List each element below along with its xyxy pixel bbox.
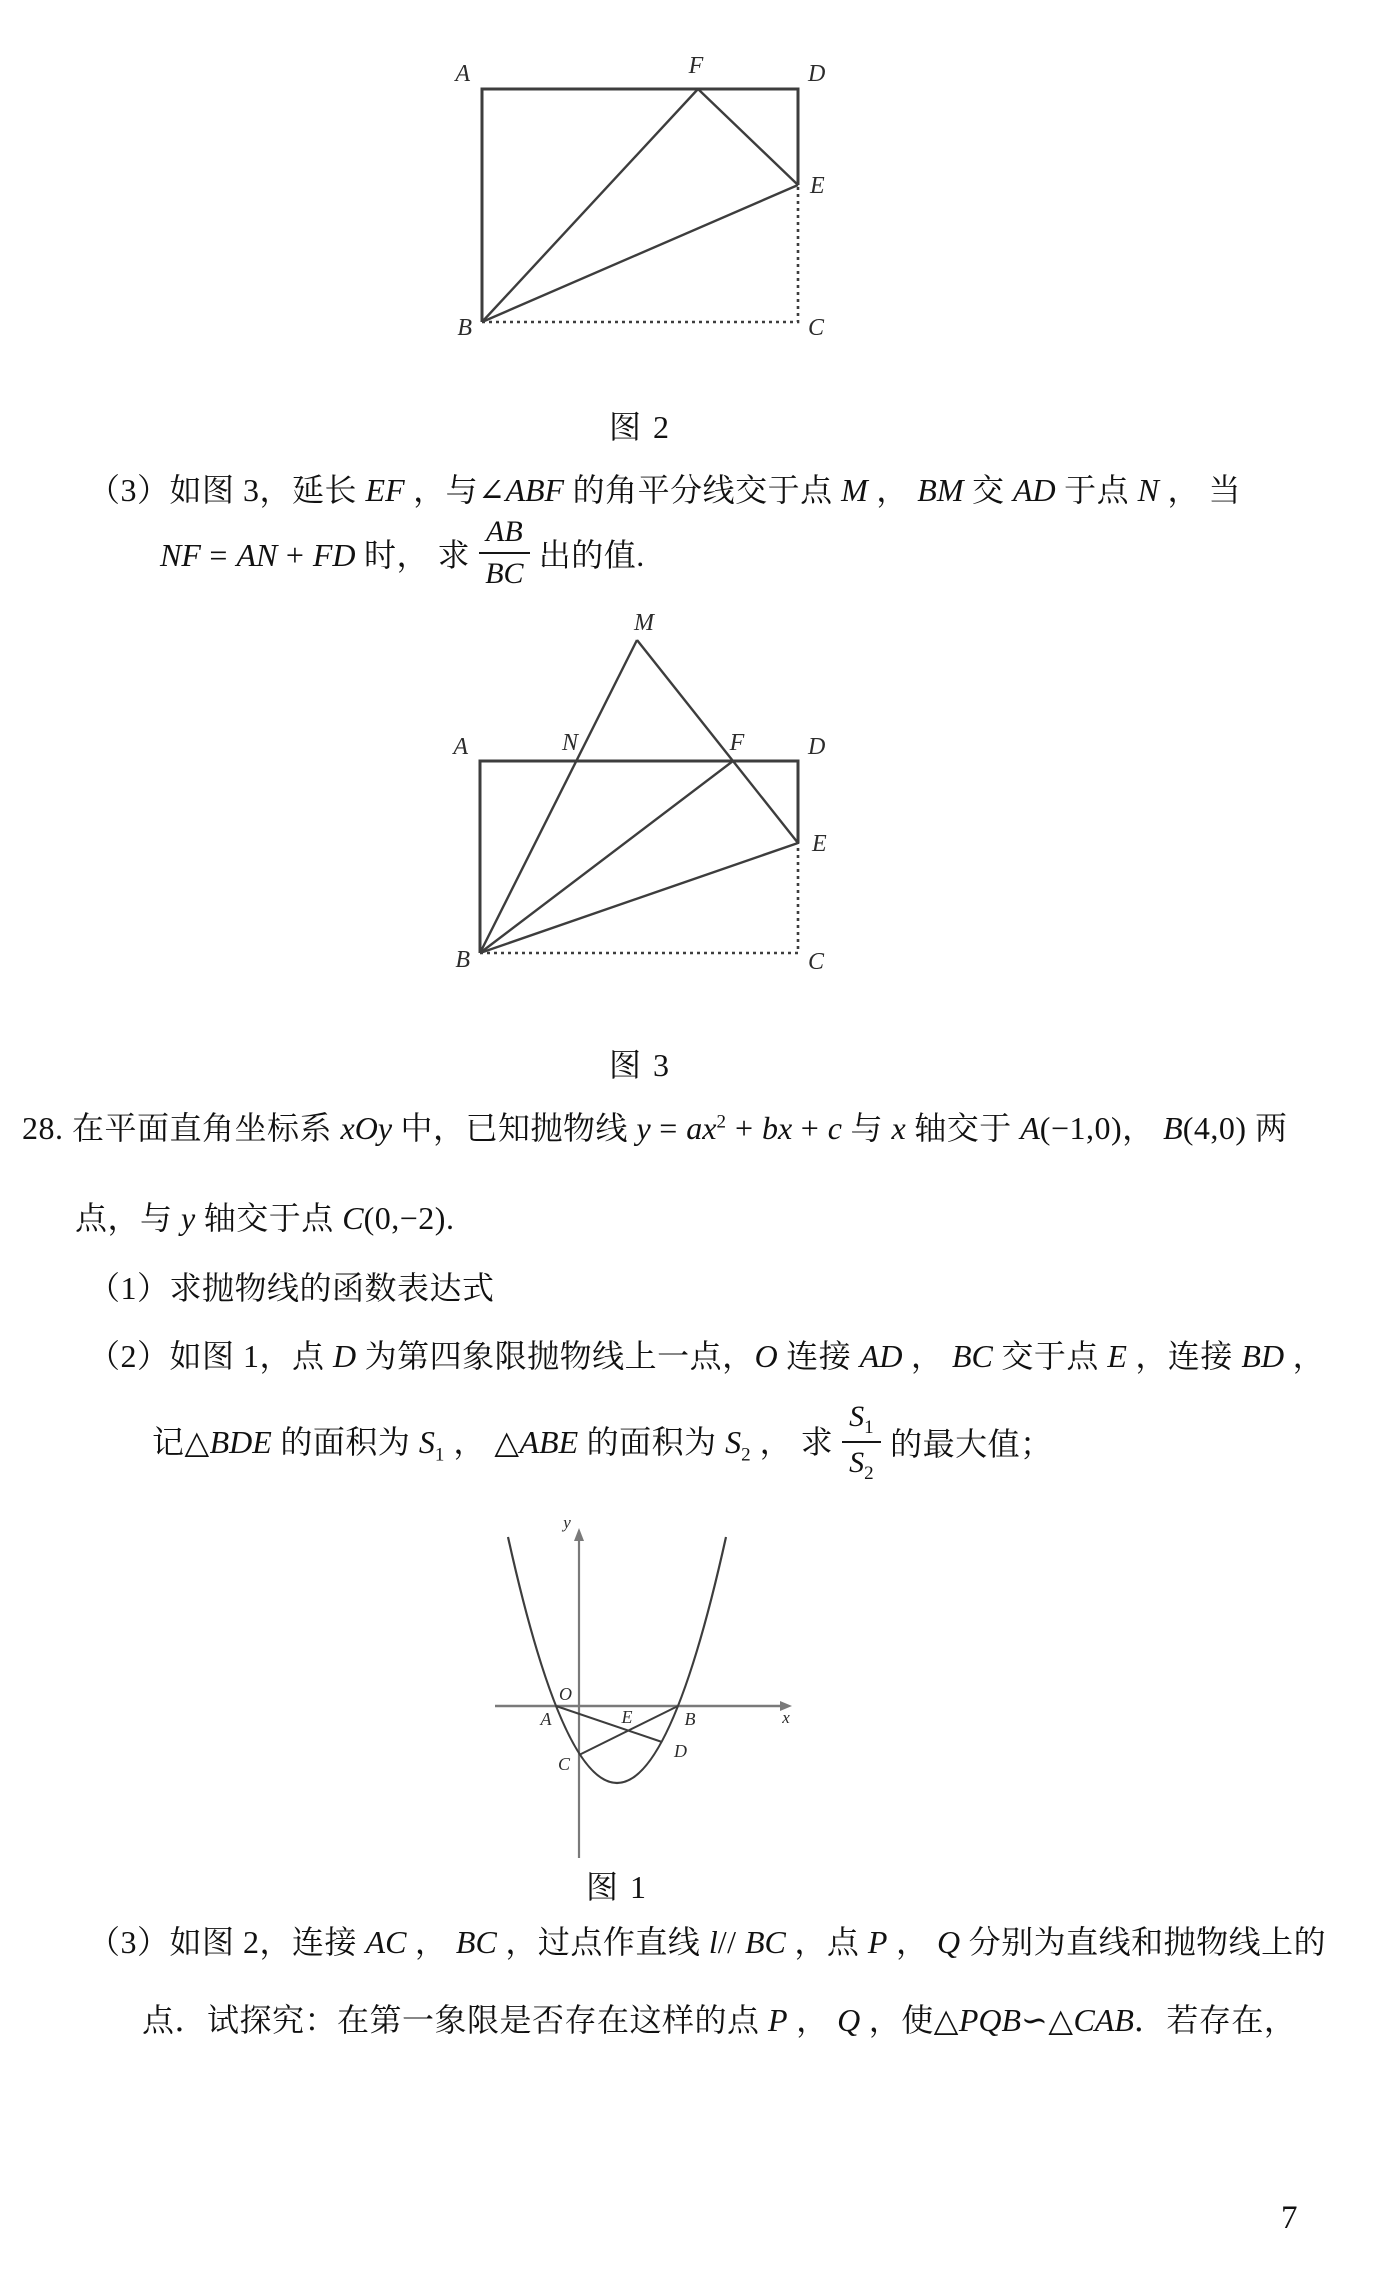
fig1-y-axis-arrow bbox=[574, 1528, 584, 1541]
fig2-label-A: A bbox=[455, 61, 470, 87]
fraction-denominator: BC bbox=[485, 557, 524, 590]
fig2-label-F: F bbox=[688, 53, 704, 79]
fig1-label-A: A bbox=[540, 1709, 552, 1729]
fig3-label-M: M bbox=[634, 610, 654, 636]
fig1-parabola-curve bbox=[508, 1537, 726, 1783]
fig2-label-B: B bbox=[457, 315, 472, 340]
figure-1-parabola-diagram bbox=[440, 1510, 860, 1870]
fig2-label-D: D bbox=[808, 61, 826, 87]
fraction-denominator: $S_2$ bbox=[849, 1446, 875, 1484]
figure-1-caption: 图 1 bbox=[585, 1869, 648, 1905]
fig1-label-x-axis: x bbox=[782, 1708, 790, 1727]
fraction-AB-over-BC bbox=[479, 515, 530, 590]
q28-item2b-post: 的最大值； bbox=[890, 1426, 1053, 1462]
part3-line2-post: 出的值. bbox=[538, 537, 645, 573]
fraction-S1-over-S2 bbox=[842, 1400, 881, 1485]
fig1-label-O: O bbox=[559, 1684, 572, 1704]
fig3-label-E: E bbox=[812, 831, 827, 857]
fig3-label-C: C bbox=[808, 949, 825, 975]
fig2-line-FE bbox=[698, 89, 798, 185]
part3-line1: （3）如图 3，延长 EF ，与∠ABF 的角平分线交于点 M ， BM 交 AD 于点 N ， 当 bbox=[88, 472, 1242, 508]
figure-3-caption: 图 3 bbox=[608, 1047, 671, 1083]
fig3-line-BF bbox=[480, 761, 733, 953]
figure-2-rectangle-diagram bbox=[440, 50, 860, 340]
fig3-label-D: D bbox=[808, 734, 826, 760]
fig2-line-BF bbox=[482, 89, 698, 322]
fig1-label-y-axis: y bbox=[563, 1513, 571, 1532]
fig1-line-AD bbox=[556, 1706, 662, 1742]
fig2-line-BE bbox=[482, 185, 798, 322]
fig3-label-B: B bbox=[455, 947, 470, 973]
figure-2-caption: 图 2 bbox=[608, 409, 671, 445]
q28-item3-line1: （3）如图 2，连接 AC ， BC ，过点作直线 l// BC ，点 P ， Q 分别为直线和抛物线上的 bbox=[88, 1924, 1327, 1960]
fig1-label-D: D bbox=[674, 1741, 687, 1761]
q28-item3-line2: 点．试探究：在第一象限是否存在这样的点 P ， Q ，使△PQB∽△CAB．若存在， bbox=[142, 2002, 1297, 2038]
q28-intro-line2: 点，与 y 轴交于点 C(0,−2). bbox=[75, 1200, 455, 1236]
fig2-label-E: E bbox=[810, 173, 825, 199]
fig2-label-C: C bbox=[808, 315, 825, 340]
q28-intro-line1: 28. 在平面直角坐标系 xOy 中，已知抛物线 $y = ax^2$ + bx + c 与 x 轴交于 A(−1,0)， B(4,0) 两 bbox=[22, 1110, 1288, 1146]
fig1-label-B: B bbox=[684, 1709, 696, 1729]
fig1-label-C: C bbox=[557, 1754, 570, 1774]
q28-item2-line1: （2）如图 1，点 D 为第四象限抛物线上一点，O 连接 AD ， BC 交于点 E ，连接 BD ， bbox=[88, 1338, 1326, 1374]
part3-line2-pre: NF = AN + FD 时， 求 bbox=[160, 537, 471, 573]
fraction-numerator: AB bbox=[479, 515, 530, 554]
q28-item2-line2 bbox=[152, 1390, 1053, 1494]
fig3-line-ME bbox=[637, 640, 798, 843]
fig3-label-N: N bbox=[561, 730, 579, 756]
fig3-label-F: F bbox=[729, 730, 745, 756]
figure-3-rectangle-diagram bbox=[440, 608, 860, 1008]
part3-line2 bbox=[160, 505, 645, 601]
q28-item1: （1）求抛物线的函数表达式 bbox=[88, 1270, 495, 1306]
page-number: 7 bbox=[1281, 2200, 1298, 2236]
fig3-label-A: A bbox=[453, 734, 468, 760]
q28-item2b-pre: 记△BDE 的面积为 $S_1$ ， △ABE 的面积为 $S_2$ ， 求 bbox=[152, 1424, 834, 1466]
fraction-numerator: $S_1$ bbox=[842, 1400, 881, 1443]
fig1-label-E: E bbox=[621, 1707, 633, 1727]
